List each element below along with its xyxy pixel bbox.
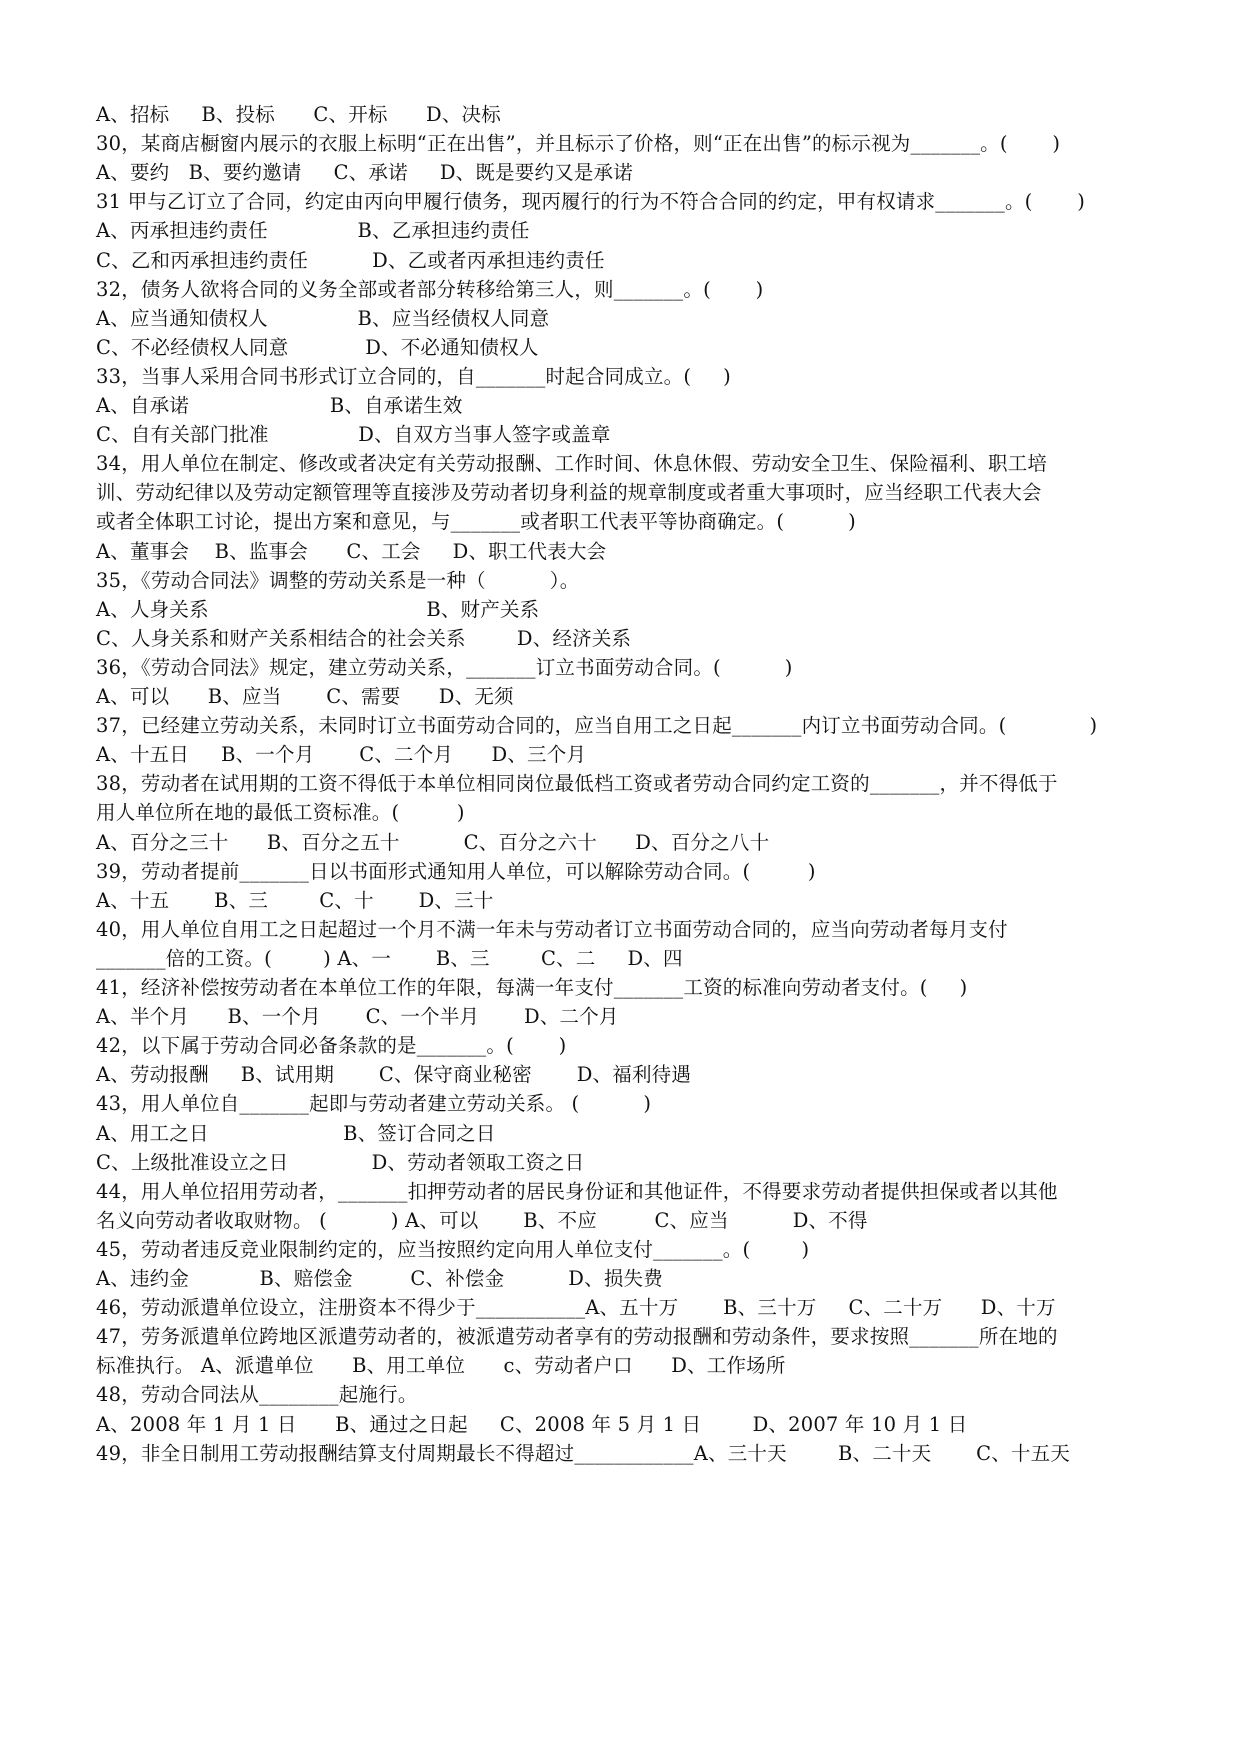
text-line: 名义向劳动者收取财物。 ( ) A、可以 B、不应 C、应当 D、不得 bbox=[96, 1208, 868, 1232]
text-line: 31 甲与乙订立了合同，约定由丙向甲履行债务，现丙履行的行为不符合合同的约定，甲有权请求_______。( ) bbox=[96, 190, 1086, 214]
text-line: A、半个月 B、一个月 C、一个半月 D、二个月 bbox=[96, 1005, 619, 1029]
text-line: 46，劳动派遣单位设立，注册资本不得少于___________A、五十万 B、三十万 C、二十万 D、十万 bbox=[96, 1296, 1056, 1320]
text-line: 42，以下属于劳动合同必备条款的是_______。( ) bbox=[96, 1034, 567, 1058]
text-line: C、不必经债权人同意 D、不必通知债权人 bbox=[96, 335, 539, 359]
text-line: A、用工之日 B、签订合同之日 bbox=[96, 1121, 496, 1145]
text-line: A、违约金 B、赔偿金 C、补偿金 D、损失费 bbox=[96, 1267, 663, 1290]
text-line: 训、劳动纪律以及劳动定额管理等直接涉及劳动者切身利益的规章制度或者重大事项时，应当经职工代表大会 bbox=[96, 481, 1042, 505]
text-line: 或者全体职工讨论，提出方案和意见，与_______或者职工代表平等协商确定。( ) bbox=[96, 510, 856, 534]
text-line: 48，劳动合同法从________起施行。 bbox=[96, 1383, 418, 1407]
text-line: 39，劳动者提前_______日以书面形式通知用人单位，可以解除劳动合同。( ) bbox=[96, 859, 816, 883]
text-line: A、要约 B、要约邀请 C、承诺 D、既是要约又是承诺 bbox=[96, 161, 633, 185]
text-line: A、可以 B、应当 C、需要 D、无须 bbox=[96, 685, 514, 708]
text-line: A、十五日 B、一个月 C、二个月 D、三个月 bbox=[96, 743, 587, 767]
text-line: 33，当事人采用合同书形式订立合同的，自_______时起合同成立。( ) bbox=[96, 364, 731, 388]
text-line: C、人身关系和财产关系相结合的社会关系 D、经济关系 bbox=[96, 626, 632, 650]
text-line: A、应当通知债权人 B、应当经债权人同意 bbox=[96, 306, 550, 330]
text-line: 36，《劳动合同法》规定，建立劳动关系，_______订立书面劳动合同。( ) bbox=[96, 655, 793, 679]
text-line: 34，用人单位在制定、修改或者决定有关劳动报酬、工作时间、休息休假、劳动安全卫生、保险福利、职工培 bbox=[96, 452, 1048, 476]
text-line: C、自有关部门批准 D、自双方当事人签字或盖章 bbox=[96, 423, 611, 447]
text-line: _______倍的工资。( ) A、一 B、三 C、二 D、四 bbox=[96, 946, 683, 970]
text-line: 用人单位所在地的最低工资标准。( ) bbox=[96, 801, 465, 825]
text-line: A、丙承担违约责任 B、乙承担违约责任 bbox=[96, 219, 530, 243]
text-line: C、乙和丙承担违约责任 D、乙或者丙承担违约责任 bbox=[96, 248, 605, 272]
text-line: A、董事会 B、监事会 C、工会 D、职工代表大会 bbox=[96, 539, 607, 563]
text-line: A、2008 年 1 月 1 日 B、通过之日起 C、2008 年 5 月 1 日 D、2007 年 10 月 1 日 bbox=[96, 1412, 968, 1436]
text-line: 45，劳动者违反竞业限制约定的，应当按照约定向用人单位支付_______。( ) bbox=[96, 1237, 810, 1261]
text-line: A、十五 B、三 C、十 D、三十 bbox=[96, 888, 494, 912]
text-line: 49，非全日制用工劳动报酬结算支付周期最长不得超过____________A、三十天 B、二十天 C、十五天 bbox=[96, 1441, 1071, 1465]
text-line: 35，《劳动合同法》调整的劳动关系是一种（ ）。 bbox=[96, 568, 580, 592]
text-line: 37，已经建立劳动关系，未同时订立书面劳动合同的，应当自用工之日起_______内订立书面劳动合同。( ) bbox=[96, 714, 1098, 738]
text-line: 38，劳动者在试用期的工资不得低于本单位相同岗位最低档工资或者劳动合同约定工资的_______，并不得低于 bbox=[96, 772, 1058, 796]
text-line: A、人身关系 B、财产关系 bbox=[96, 597, 540, 621]
text-line: A、自承诺 B、自承诺生效 bbox=[96, 394, 463, 417]
text-line: A、劳动报酬 B、试用期 C、保守商业秘密 D、福利待遇 bbox=[96, 1063, 692, 1087]
text-line: 30，某商店橱窗内展示的衣服上标明“正在出售”，并且标示了价格，则“正在出售”的标示视为_______。( ) bbox=[96, 132, 1061, 156]
text-line: 43，用人单位自_______起即与劳动者建立劳动关系。 ( ) bbox=[96, 1092, 652, 1116]
text-line: 41，经济补偿按劳动者在本单位工作的年限，每满一年支付_______工资的标准向劳动者支付。( ) bbox=[96, 976, 968, 999]
text-line: 40，用人单位自用工之日起超过一个月不满一年未与劳动者订立书面劳动合同的，应当向劳动者每月支付 bbox=[96, 917, 1008, 941]
text-line: 47，劳务派遣单位跨地区派遣劳动者的，被派遣劳动者享有的劳动报酬和劳动条件，要求按照_______所在地的 bbox=[96, 1325, 1058, 1349]
text-line: A、百分之三十 B、百分之五十 C、百分之六十 D、百分之八十 bbox=[96, 830, 770, 854]
text-line: C、上级批准设立之日 D、劳动者领取工资之日 bbox=[96, 1150, 585, 1174]
text-line: A、招标 B、投标 C、开标 D、决标 bbox=[96, 103, 501, 126]
text-line: 32，债务人欲将合同的义务全部或者部分转移给第三人，则_______。( ) bbox=[96, 277, 764, 301]
text-line: 标准执行。 A、派遣单位 B、用工单位 c、劳动者户口 D、工作场所 bbox=[96, 1354, 786, 1378]
text-line: 44，用人单位招用劳动者，_______扣押劳动者的居民身份证和其他证件，不得要求劳动者提供担保或者以其他 bbox=[96, 1179, 1058, 1203]
